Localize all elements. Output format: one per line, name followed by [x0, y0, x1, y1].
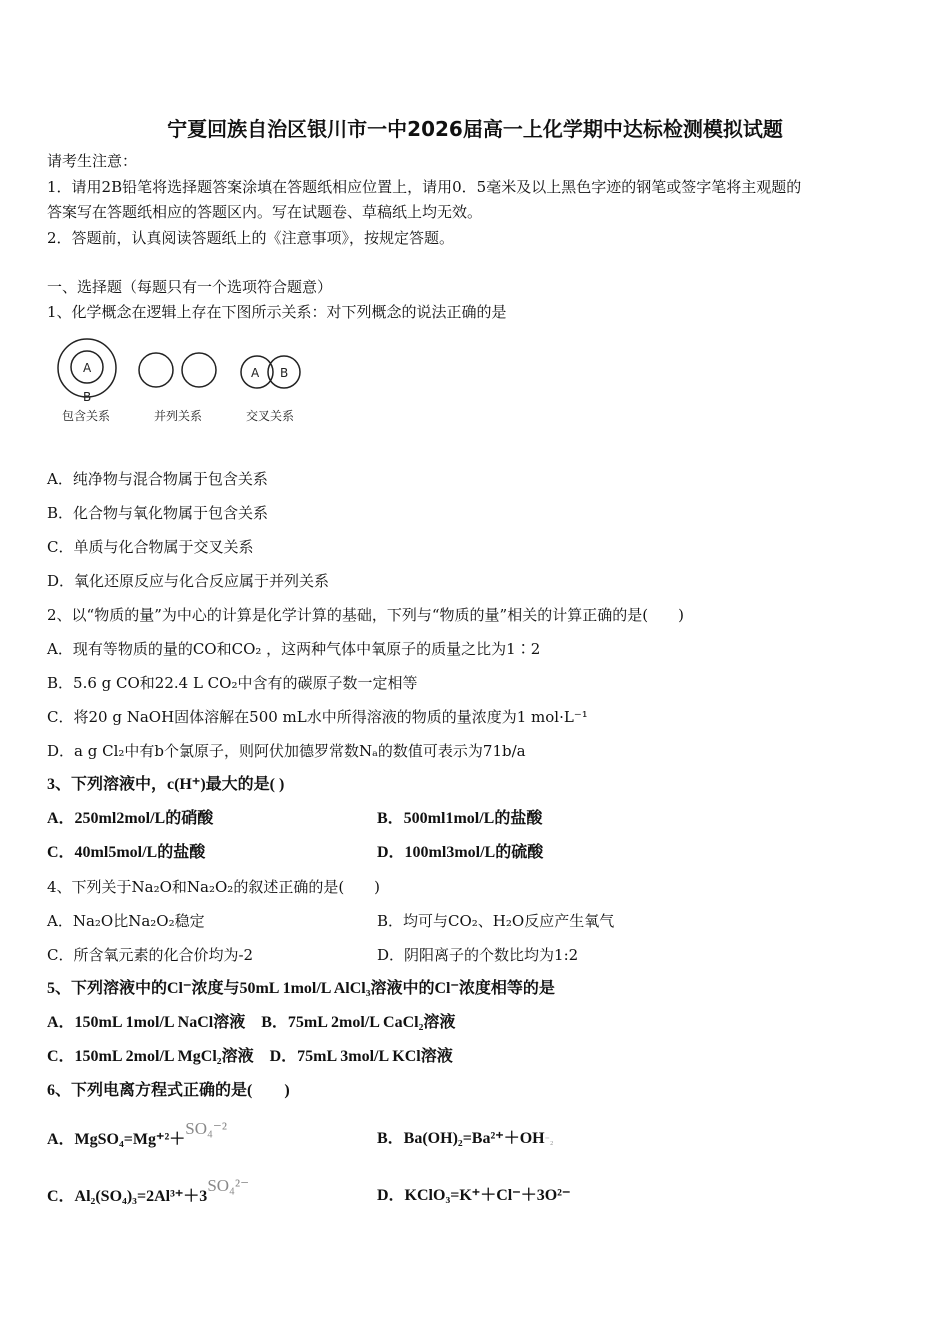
q3-option-d: D．100ml3mol/L的硫酸 [377, 844, 544, 861]
q6-option-a-text: A．MgSO₄=Mg⁺²＋ [47, 1131, 186, 1148]
notice-item-1-cont: 答案写在答题纸相应的答题区内。写在试题卷、草稿纸上均无效。 [47, 203, 483, 221]
label-inclusion: 包含关系 [62, 409, 111, 423]
q4-option-c: C．所含氧元素的化合价均为-2 [47, 946, 254, 964]
q1-option-d: D．氧化还原反应与化合反应属于并列关系 [47, 572, 330, 590]
q2-stem: 2、以“物质的量”为中心的计算是化学计算的基础，下列与“物质的量”相关的计算正确的是( ) [47, 606, 684, 624]
q3-option-a: A．250ml2mol/L的硝酸 [47, 810, 214, 827]
q1-stem: 1、化学概念在逻辑上存在下图所示关系：对下列概念的说法正确的是 [47, 303, 507, 321]
q6-option-b [377, 1129, 553, 1151]
notice-heading: 请考生注意： [47, 152, 138, 170]
q2-option-c: C．将20 g NaOH固体溶解在500 mL水中所得溶液的物质的量浓度为1 mol·L⁻¹ [47, 708, 588, 726]
label-parallel: 并列关系 [154, 409, 203, 423]
q6-option-a [47, 1119, 227, 1150]
q2-option-d: D．a g Cl₂中有b个氯原子，则阿伏加德罗常数Nₐ的数值可表示为71b/a [47, 742, 526, 760]
q5-options-ab: A．150mL 1mol/L NaCl溶液 B．75mL 2mol/L CaCl₂溶液 [47, 1014, 456, 1031]
q5-options-cd: C．150mL 2mol/L MgCl₂溶液 D．75mL 3mol/L KCl溶液 [47, 1048, 453, 1065]
q3-option-b: B．500ml1mol/L的盐酸 [377, 810, 543, 827]
hydroxide-charge: ⁻₂ [544, 1135, 554, 1146]
q6-option-c [47, 1176, 250, 1207]
notice-item-2: 2．答题前，认真阅读答题纸上的《注意事项》，按规定答题。 [47, 229, 455, 247]
q6-option-d: D．KClO₃=K⁺＋Cl⁻＋3O²⁻ [377, 1187, 571, 1204]
circle-letter-b: B [83, 390, 92, 404]
q5-stem: 5、下列溶液中的Cl⁻浓度与50mL 1mol/L AlCl₃溶液中的Cl⁻浓度相等的是 [47, 980, 555, 997]
q4-option-b: B．均可与CO₂、H₂O反应产生氧气 [377, 912, 615, 930]
q3-option-c: C．40ml5mol/L的盐酸 [47, 844, 206, 861]
q2-option-a: A．现有等物质的量的CO和CO₂ ，这两种气体中氧原子的质量之比为1∶2 [47, 640, 541, 658]
concept-relation-figure [52, 335, 312, 430]
q2-option-b: B．5.6 g CO和22.4 L CO₂中含有的碳原子数一定相等 [47, 674, 418, 692]
q6-option-b-text: B．Ba(OH)₂=Ba²⁺＋OH [377, 1130, 545, 1147]
q1-option-b: B．化合物与氧化物属于包含关系 [47, 504, 269, 522]
q4-stem: 4、下列关于Na₂O和Na₂O₂的叙述正确的是( ) [47, 878, 381, 896]
q6-option-c-text: C．Al₂(SO₄)₃=2Al³⁺＋3 [47, 1188, 208, 1205]
section-heading: 一、选择题（每题只有一个选项符合题意） [47, 278, 333, 296]
sulfate-ion: SO₄⁻² [185, 1119, 227, 1138]
q1-option-c: C．单质与化合物属于交叉关系 [47, 538, 254, 556]
q6-stem: 6、下列电离方程式正确的是( ) [47, 1082, 290, 1099]
q4-option-d: D．阴阳离子的个数比均为1:2 [377, 946, 579, 964]
circle-letter-a: A [83, 361, 92, 375]
notice-item-1: 1．请用2B铅笔将选择题答案涂填在答题纸相应位置上，请用0．5毫米及以上黑色字迹的钢笔或签字笔将主观题的 [47, 178, 802, 196]
page-title: 宁夏回族自治区银川市一中2026届高一上化学期中达标检测模拟试题 [167, 117, 783, 141]
q1-option-a: A．纯净物与混合物属于包含关系 [47, 470, 268, 488]
circle-letter-a: A [251, 366, 260, 380]
q4-option-a: A．Na₂O比Na₂O₂稳定 [47, 912, 205, 930]
circle-letter-b: B [280, 366, 289, 380]
label-intersection: 交叉关系 [246, 409, 295, 423]
q3-stem: 3、下列溶液中，c(H⁺)最大的是( ) [47, 776, 285, 793]
sulfate-ion: SO₄²⁻ [207, 1176, 250, 1195]
